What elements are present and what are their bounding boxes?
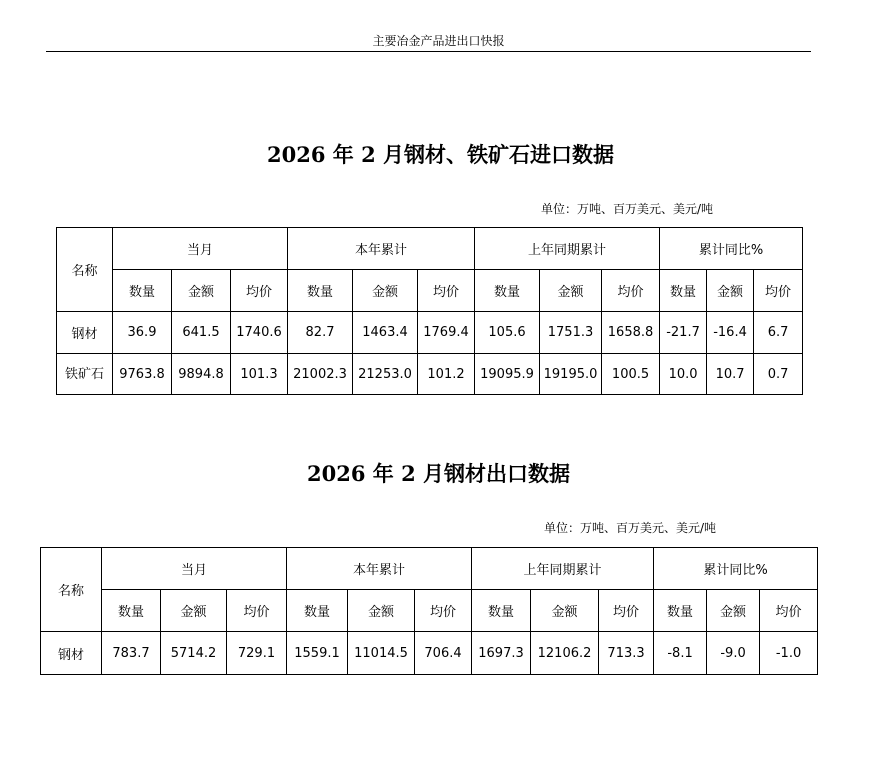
table-header-row	[57, 228, 803, 270]
table-row-steel	[41, 632, 818, 675]
subheader-amount: 金额	[707, 270, 754, 312]
group-header-yoy: 累计同比%	[660, 228, 803, 270]
table-cell: 1559.1	[287, 632, 348, 675]
subheader-amount: 金额	[172, 270, 231, 312]
row-name: 铁矿石	[57, 354, 113, 395]
table-cell: 5714.2	[161, 632, 227, 675]
table-cell: 1658.8	[602, 312, 660, 354]
table-header-row	[41, 548, 818, 590]
table-cell: 12106.2	[531, 632, 599, 675]
table-cell: -21.7	[660, 312, 707, 354]
table-cell: 21002.3	[288, 354, 353, 395]
subheader-avg-price: 均价	[599, 590, 654, 632]
name-column-header: 名称	[41, 548, 102, 632]
subheader-quantity: 数量	[472, 590, 531, 632]
export-table-title: 2026 年 2 月钢材出口数据	[307, 461, 570, 486]
subheader-amount: 金额	[707, 590, 760, 632]
table-cell: 9894.8	[172, 354, 231, 395]
group-header-ytd: 本年累计	[288, 228, 475, 270]
header-divider	[46, 51, 811, 52]
table-row-steel	[57, 312, 803, 354]
table-subheader-row	[57, 270, 803, 312]
table-cell: 10.7	[707, 354, 754, 395]
table-cell: 82.7	[288, 312, 353, 354]
table-cell: 9763.8	[113, 354, 172, 395]
table-cell: 783.7	[102, 632, 161, 675]
report-header: 主要冶金产品进出口快报	[372, 34, 505, 48]
import-data-table	[56, 227, 803, 395]
subheader-avg-price: 均价	[602, 270, 660, 312]
subheader-amount: 金额	[348, 590, 415, 632]
name-column-header: 名称	[57, 228, 113, 312]
table-cell: 1751.3	[540, 312, 602, 354]
subheader-avg-price: 均价	[418, 270, 475, 312]
table-cell: 1697.3	[472, 632, 531, 675]
table-cell: 100.5	[602, 354, 660, 395]
subheader-avg-price: 均价	[760, 590, 818, 632]
table-cell: 706.4	[415, 632, 472, 675]
table-subheader-row	[41, 590, 818, 632]
export-data-table	[40, 547, 818, 675]
table-cell: 729.1	[227, 632, 287, 675]
row-name: 钢材	[57, 312, 113, 354]
group-header-yoy: 累计同比%	[654, 548, 818, 590]
group-header-ytd: 本年累计	[287, 548, 472, 590]
table-cell: 19195.0	[540, 354, 602, 395]
group-header-current-month: 当月	[102, 548, 287, 590]
subheader-quantity: 数量	[288, 270, 353, 312]
table-cell: 105.6	[475, 312, 540, 354]
table-cell: 6.7	[754, 312, 803, 354]
row-name: 钢材	[41, 632, 102, 675]
table-cell: 641.5	[172, 312, 231, 354]
table-cell: 11014.5	[348, 632, 415, 675]
subheader-quantity: 数量	[287, 590, 348, 632]
subheader-amount: 金额	[540, 270, 602, 312]
subheader-quantity: 数量	[654, 590, 707, 632]
subheader-avg-price: 均价	[227, 590, 287, 632]
table-cell: 101.3	[231, 354, 288, 395]
subheader-quantity: 数量	[475, 270, 540, 312]
subheader-quantity: 数量	[113, 270, 172, 312]
table-cell: 101.2	[418, 354, 475, 395]
subheader-amount: 金额	[353, 270, 418, 312]
export-unit-note: 单位：万吨、百万美元、美元/吨	[544, 521, 717, 535]
table-cell: -1.0	[760, 632, 818, 675]
import-unit-note: 单位：万吨、百万美元、美元/吨	[541, 202, 714, 216]
group-header-current-month: 当月	[113, 228, 288, 270]
table-cell: 713.3	[599, 632, 654, 675]
subheader-amount: 金额	[161, 590, 227, 632]
group-header-prior-ytd: 上年同期累计	[472, 548, 654, 590]
table-cell: 21253.0	[353, 354, 418, 395]
subheader-avg-price: 均价	[231, 270, 288, 312]
group-header-prior-ytd: 上年同期累计	[475, 228, 660, 270]
subheader-quantity: 数量	[660, 270, 707, 312]
table-cell: -9.0	[707, 632, 760, 675]
table-cell: 0.7	[754, 354, 803, 395]
import-table-title: 2026 年 2 月钢材、铁矿石进口数据	[267, 142, 614, 167]
table-cell: -8.1	[654, 632, 707, 675]
subheader-avg-price: 均价	[754, 270, 803, 312]
table-cell: 19095.9	[475, 354, 540, 395]
table-cell: 36.9	[113, 312, 172, 354]
table-row-iron-ore	[57, 354, 803, 395]
subheader-avg-price: 均价	[415, 590, 472, 632]
table-cell: 1740.6	[231, 312, 288, 354]
subheader-quantity: 数量	[102, 590, 161, 632]
table-cell: 1769.4	[418, 312, 475, 354]
table-cell: 1463.4	[353, 312, 418, 354]
table-cell: 10.0	[660, 354, 707, 395]
subheader-amount: 金额	[531, 590, 599, 632]
table-cell: -16.4	[707, 312, 754, 354]
